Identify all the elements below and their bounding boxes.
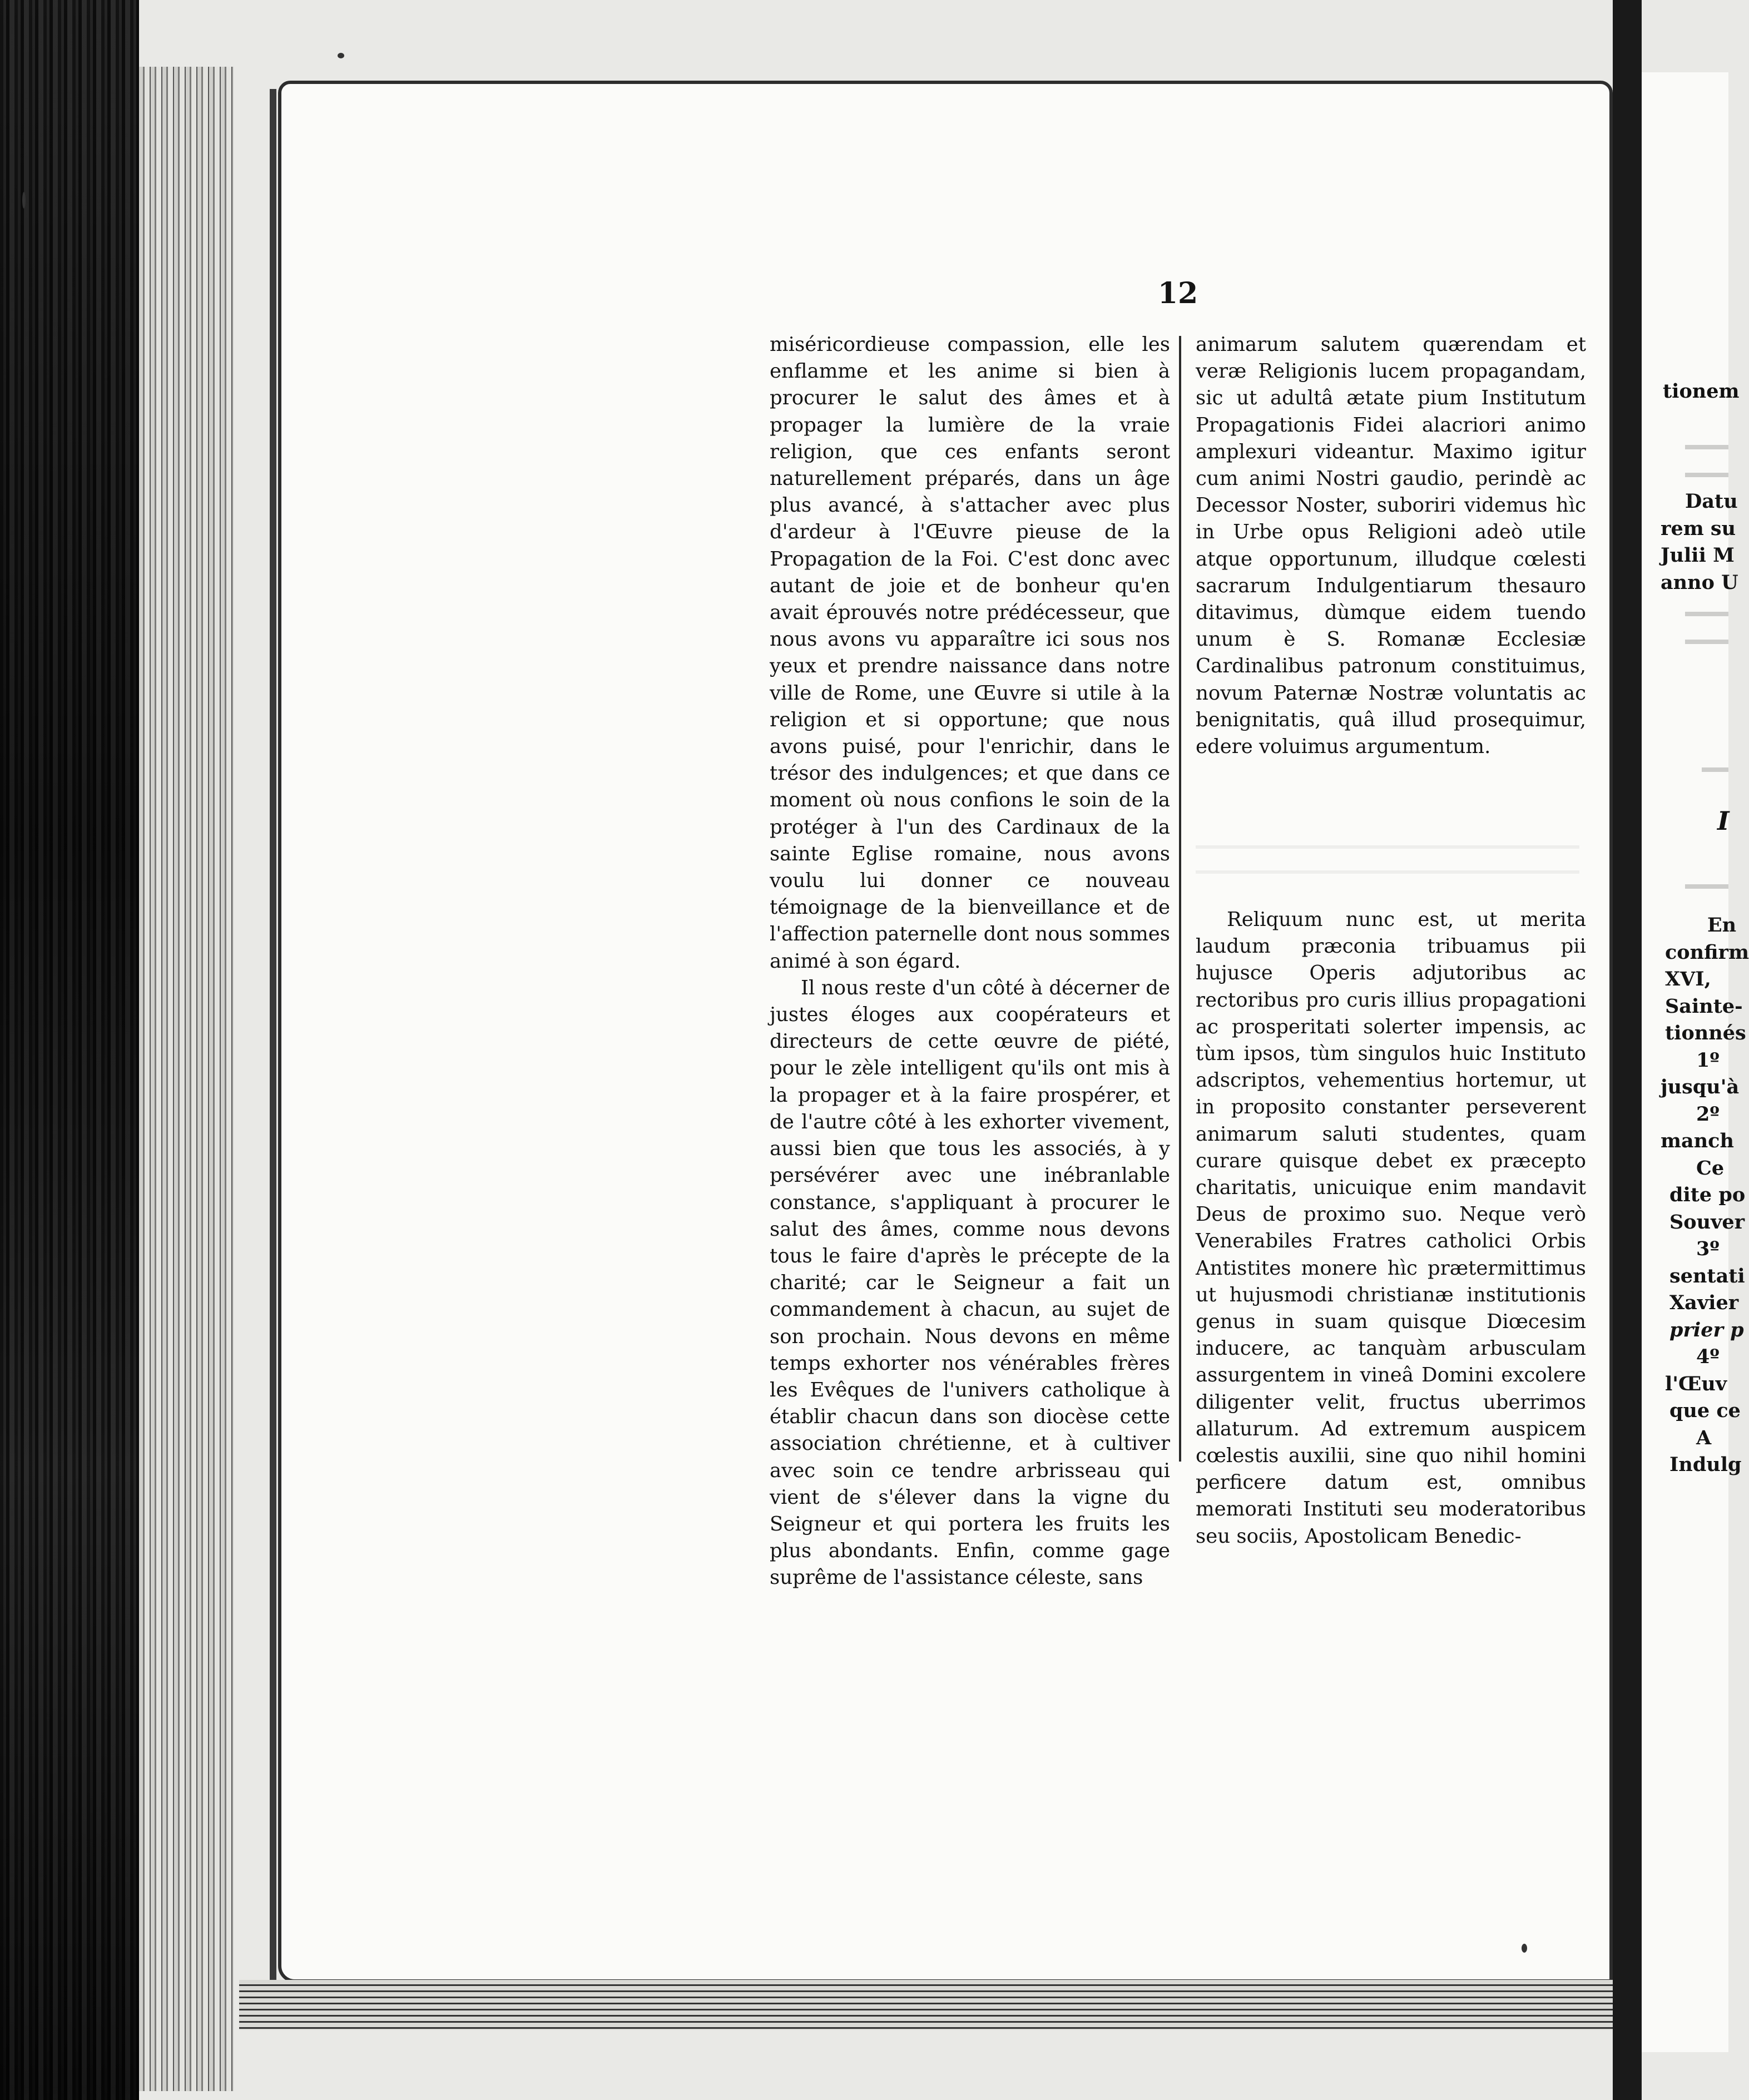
scan-speck [1522,1944,1527,1953]
next-page-fragment: Datu [1685,490,1738,513]
next-page-fragment: l'Œuv [1665,1372,1727,1395]
page-stack-edge [139,67,234,2091]
next-page-blur [1685,884,1728,889]
next-page-fragment: Indulg [1669,1453,1742,1476]
latin-paragraph: animarum salutem quærendam et veræ Religionis lucem propagandam, sic ut adultâ ætate pium Institutum Propagationis Fidei alacriori animo amplexuri videantur. Maximo igitur cum animi Nostri gaudio, perindè ac Decessor Noster, suboriri videmus hìc in Urbe opus Religioni adeò utile atque opportunum, illudque cœlesti sacrarum Indulgentiarum thesauro ditavimus, dùmque eidem tuendo unum è S. Romanæ Ecclesiæ Cardinalibus patronum constituimus, novum Paternæ Nostræ voluntatis ac benignitatis, quâ illud prosequimur, edere voluimus argumentum. [1196,333,1586,759]
scan-speck [338,53,344,58]
next-page-fragment: prier p [1669,1318,1744,1341]
next-page-fragment: manch [1661,1130,1734,1152]
next-page-fragment: tionem [1663,380,1740,403]
next-page-lower-block [1661,912,1749,1479]
next-page-fragment: 3º [1696,1237,1720,1260]
scan-speck [22,192,26,209]
next-page-heading-fragment: I [1717,806,1730,836]
next-page-fragment: XVI, [1665,968,1711,990]
french-paragraph: Il nous reste d'un côté à décerner de justes éloges aux coopérateurs et directeurs de cette œuvre de piété, pour le zèle intelligent qu'ils ont mis à la propager et à la faire prospérer, et de l'autre côté à les exhorter vivement, aussi bien que tous les associés, à y persévérer avec une inébranlable constance, s'appliquant à procurer le salut des âmes, comme nous devons tous le faire d'après le précepte de la charité; car le Seigneur a fait un commandement à chacun, au sujet de son prochain. Nous devons en même temps exhorter nos vénérables frères les Evêques de l'univers catholique à établir chacun dans son diocèse cette association chrétienne, et à cultiver avec soin ce tendre arbrisseau qui vient de s'élever dans la vigne du Seigneur et qui portera les fruits les plus abondants. Enfin, comme gage suprême de l'assistance céleste, sans [770,976,1170,1589]
next-page-fragment: Xavier [1669,1291,1739,1314]
next-page-fragment: 1º [1696,1048,1720,1072]
next-page-fragment: 4º [1696,1345,1720,1368]
next-page-fragment: En [1707,914,1737,937]
next-page-fragment: sentati [1669,1264,1745,1287]
next-page-fragment: Sainte- [1665,994,1743,1018]
next-page-blur [1685,640,1728,644]
next-page-fragment: tionnés [1665,1022,1746,1044]
next-page-blur [1685,612,1728,616]
book-spine [0,0,139,2100]
page-left-edge [270,89,276,1991]
latin-column-lower [1196,907,1586,1550]
bleed-through-mark [1196,870,1579,874]
next-page-date-block [1661,488,1738,596]
next-page-fragment: que ce [1669,1399,1741,1422]
next-page-fragment: jusqu'à [1661,1076,1740,1098]
french-paragraph: miséricordieuse compassion, elle les enflamme et les anime si bien à procurer le salut des âmes et à propager la lumière de la vraie religion, que ces enfants seront naturellement préparés, dans un âge plus avancé, à s'attacher avec plus d'ardeur à l'Œuvre pieuse de la Propagation de la Foi. C'est donc avec autant de joie et de bonheur qu'en avait éprouvés notre prédécesseur, que nous avons vu apparaître ici sous nos yeux et prendre naissance dans notre ville de Rome, une Œuvre si utile à la religion et si opportune; que nous avons puisé, pour l'enrichir, dans le trésor des indulgences; et que dans ce moment où nous confions le soin de la protéger à l'un des Cardinaux de la sainte Eglise romaine, nous avons voulu lui donner ce nouveau témoignage de la bienveillance et de l'affection paternelle dont nous sommes animé à son égard. [770,333,1170,973]
next-page-fragment: confirm [1665,940,1749,964]
next-page-fragment: Souver [1669,1210,1745,1234]
next-page-fragment: anno U [1661,571,1738,594]
next-page-blur [1702,767,1728,772]
next-page-fragment: Julii M [1661,544,1735,567]
next-page-blur [1685,473,1728,477]
latin-paragraph: Reliquum nunc est, ut merita laudum præconia tribuamus pii hujusce Operis adjutoribus ac rectoribus pro curis illius propagationi ac prosperitati solerter impensis, ac tùm ipsos, tùm singulos huic Instituto adscriptos, vehementius hortemur, ut in proposito constanter perseverent animarum saluti studentes, quam curare quisque debet ex præcepto charitatis, unicuique enim mandavit Deus de proximo suo. Neque verò Venerabiles Fratres catholici Orbis Antistites monere hìc prætermittimus ut hujusmodi christianæ institutionis genus in suam quisque Diœcesim inducere, ac tanquàm arbusculam assurgentem in vineâ Domini excolere diligenter velit, fructus uberrimos allaturum. Ad extremum auspicem cœlestis auxilii, sine quo nihil homini perficere datum est, omnibus memorati Instituti seu moderatoribus seu sociis, Apostolicam Benedic- [1196,908,1586,1548]
next-page-fragment: rem su [1661,517,1736,540]
bleed-through-mark [1196,845,1579,849]
next-page-fragment: 2º [1696,1102,1720,1126]
page-stack-bottom [239,1980,1613,2030]
book-gutter [1613,0,1642,2100]
french-column [770,331,1170,1592]
next-page-fragment: A [1696,1426,1712,1449]
next-page-fragment: Ce [1696,1156,1725,1180]
latin-column-upper [1196,331,1586,760]
page-number: 12 [1157,276,1198,310]
column-divider [1179,336,1181,1462]
next-page-blur [1685,445,1728,449]
next-page-fragment: dite po [1669,1183,1746,1206]
